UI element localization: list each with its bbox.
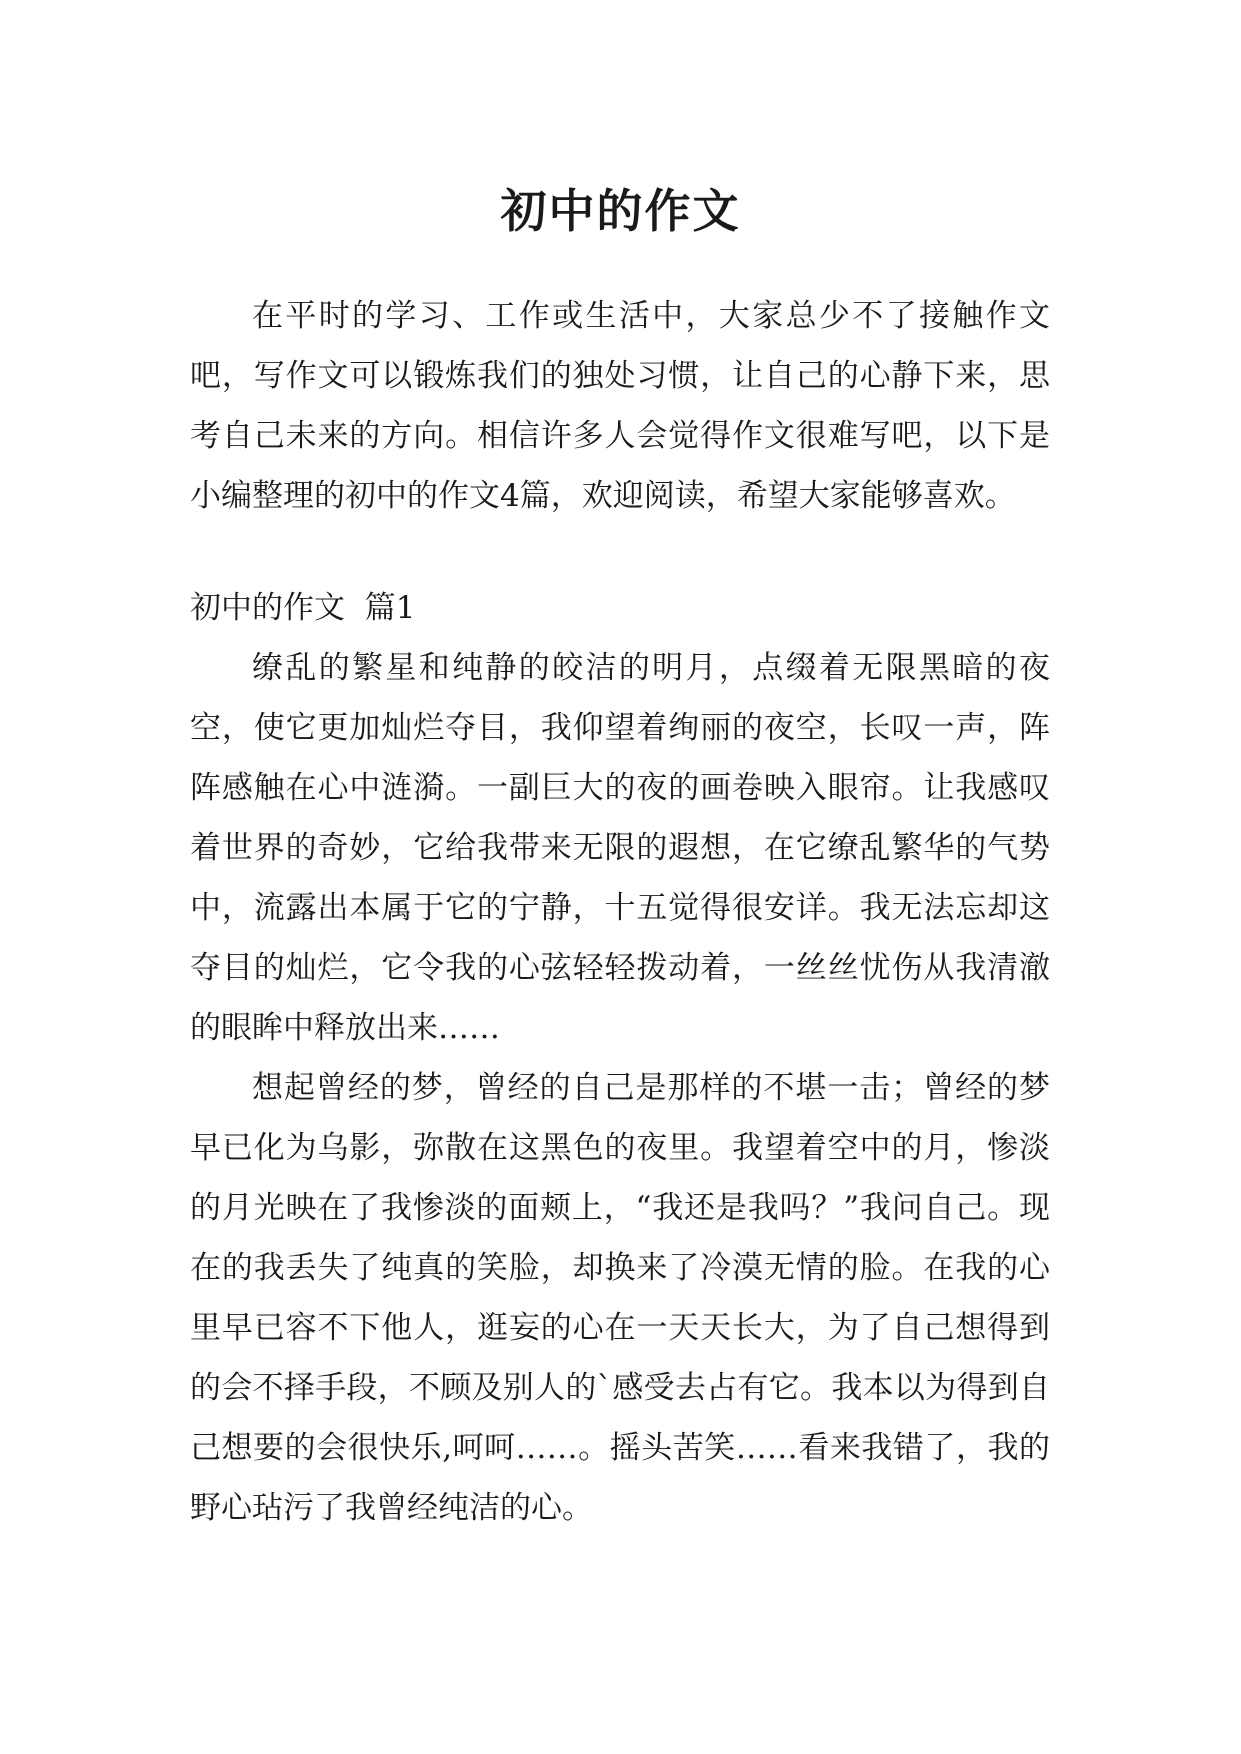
intro-paragraph: 在平时的学习、工作或生活中，大家总少不了接触作文吧，写作文可以锻炼我们的独处习惯，让自己的心静下来，思考自己未来的方向。相信许多人会觉得作文很难写吧，以下是小编整理的初中的作文4篇，欢迎阅读，希望大家能够喜欢。	[190, 298, 1050, 514]
body-paragraph: 缭乱的繁星和纯静的皎洁的明月，点缀着无限黑暗的夜空，使它更加灿烂夺目，我仰望着绚丽的夜空，长叹一声，阵阵感触在心中涟漪。一副巨大的夜的画卷映入眼帘。让我感叹着世界的奇妙，它给我带来无限的遐想，在它缭乱繁华的气势中，流露出本属于它的宁静，十五觉得很安详。我无法忘却这夺目的灿烂，它令我的心弦轻轻拨动着，一丝丝忧伤从我清澈的眼眸中释放出来……	[190, 650, 1050, 1046]
body-paragraph: 想起曾经的梦，曾经的自己是那样的不堪一击；曾经的梦早已化为乌影，弥散在这黑色的夜里。我望着空中的月，惨淡的月光映在了我惨淡的面颊上，“我还是我吗？”我问自己。现在的我丢失了纯真的笑脸，却换来了冷漠无情的脸。在我的心里早已容不下他人，逛妄的心在一天天长大，为了自己想得到的会不择手段，不顾及别人的`感受去占有它。我本以为得到自己想要的会很快乐,呵呵……。摇头苦笑……看来我错了，我的野心玷污了我曾经纯洁的心。	[190, 1070, 1050, 1526]
document-body	[190, 286, 1050, 1538]
document-title: 初中的作文	[500, 183, 741, 238]
section-heading: 初中的作文 篇1	[190, 590, 416, 626]
